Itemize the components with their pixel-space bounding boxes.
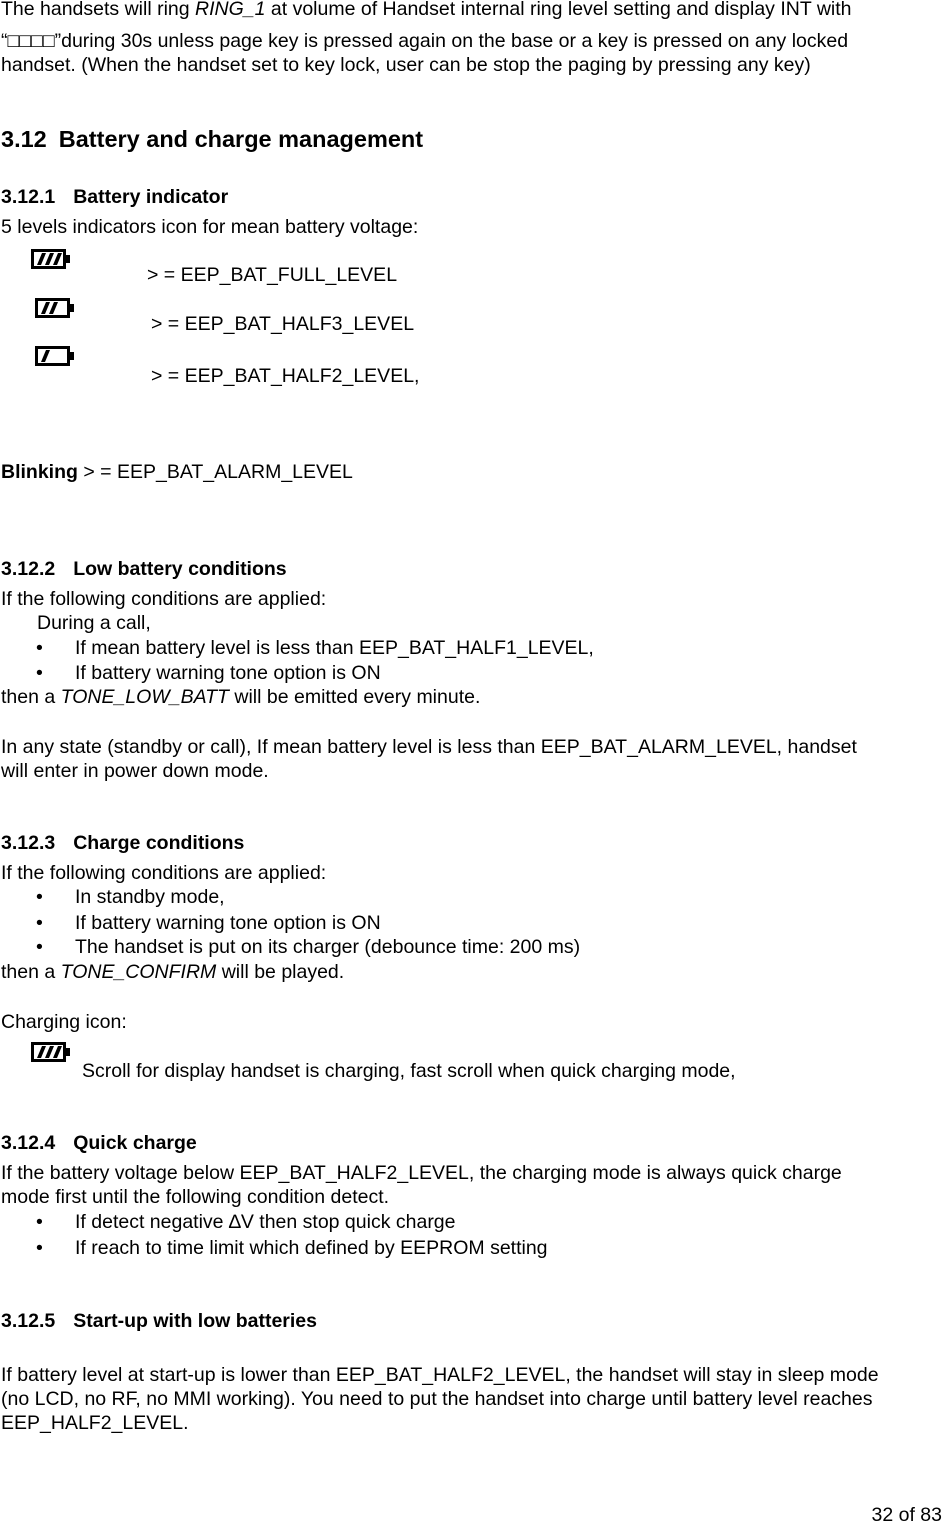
heading-3-12-4: 3.12.4 Quick charge xyxy=(1,1132,197,1154)
battery-full-icon xyxy=(31,246,73,272)
charge-then: then a TONE_CONFIRM will be played. xyxy=(1,961,345,983)
battery-level-half3: > = EEP_BAT_HALF3_LEVEL xyxy=(151,313,415,335)
battery-level-full: > = EEP_BAT_FULL_LEVEL xyxy=(147,264,398,286)
heading-3-12-1: 3.12.1 Battery indicator xyxy=(1,186,229,208)
low-battery-intro: If the following conditions are applied: xyxy=(1,588,327,610)
battery-indicator-intro: 5 levels indicators icon for mean battery voltage: xyxy=(1,216,419,238)
battery-half2-icon xyxy=(35,343,77,369)
startup-line-2: (no LCD, no RF, no MMI working). You need to put the handset into charge until battery level reaches xyxy=(1,1388,873,1410)
intro-line-3: handset. (When the handset set to key lock, user can be stop the paging by pressing any key) xyxy=(1,54,811,76)
power-down-line-2: will enter in power down mode. xyxy=(1,760,269,782)
ring-name: RING_1 xyxy=(195,0,266,20)
heading-3-12-3: 3.12.3 Charge conditions xyxy=(1,832,245,854)
startup-line-3: EEP_HALF2_LEVEL. xyxy=(1,1412,189,1434)
bullet-icon: • xyxy=(36,637,43,659)
battery-charging-icon xyxy=(31,1039,73,1065)
bullet-icon: • xyxy=(36,886,43,908)
bullet-icon: • xyxy=(36,912,43,934)
startup-line-1: If battery level at start-up is lower than EEP_BAT_HALF2_LEVEL, the handset will stay in sleep mode xyxy=(1,1364,879,1386)
intro-line-1: The handsets will ring RING_1 at volume of Handset internal ring level setting and display INT with xyxy=(1,0,852,20)
section-heading-3-12: 3.12 Battery and charge management xyxy=(1,126,424,152)
blinking-label: Blinking xyxy=(1,461,78,483)
battery-level-half2: > = EEP_BAT_HALF2_LEVEL, xyxy=(151,365,420,387)
blinking-line: Blinking > = EEP_BAT_ALARM_LEVEL xyxy=(1,461,353,483)
quick-charge-line-1: If the battery voltage below EEP_BAT_HALF2_LEVEL, the charging mode is always quick charge xyxy=(1,1162,842,1184)
page-number: 32 of 83 xyxy=(871,1504,942,1526)
charging-icon-label: Charging icon: xyxy=(1,1011,127,1033)
power-down-line-1: In any state (standby or call), If mean battery level is less than EEP_BAT_ALARM_LEVEL, handset xyxy=(1,736,857,758)
heading-3-12-5: 3.12.5 Start-up with low batteries xyxy=(1,1310,317,1332)
low-battery-then: then a TONE_LOW_BATT will be emitted every minute. xyxy=(1,686,481,708)
bullet-icon: • xyxy=(36,936,43,958)
quick-charge-line-2: mode first until the following condition detect. xyxy=(1,1186,390,1208)
charge-intro: If the following conditions are applied: xyxy=(1,862,327,884)
bullet-icon: • xyxy=(36,1211,43,1233)
charging-icon-description: Scroll for display handset is charging, fast scroll when quick charging mode, xyxy=(82,1060,736,1082)
low-battery-sub: During a call, xyxy=(37,612,151,634)
bullet-icon: • xyxy=(36,662,43,684)
heading-3-12-2: 3.12.2 Low battery conditions xyxy=(1,558,287,580)
intro-line-2: “□□□□”during 30s unless page key is pressed again on the base or a key is pressed on any locked xyxy=(1,30,849,52)
bullet-icon: • xyxy=(36,1237,43,1259)
battery-half3-icon xyxy=(35,295,77,321)
